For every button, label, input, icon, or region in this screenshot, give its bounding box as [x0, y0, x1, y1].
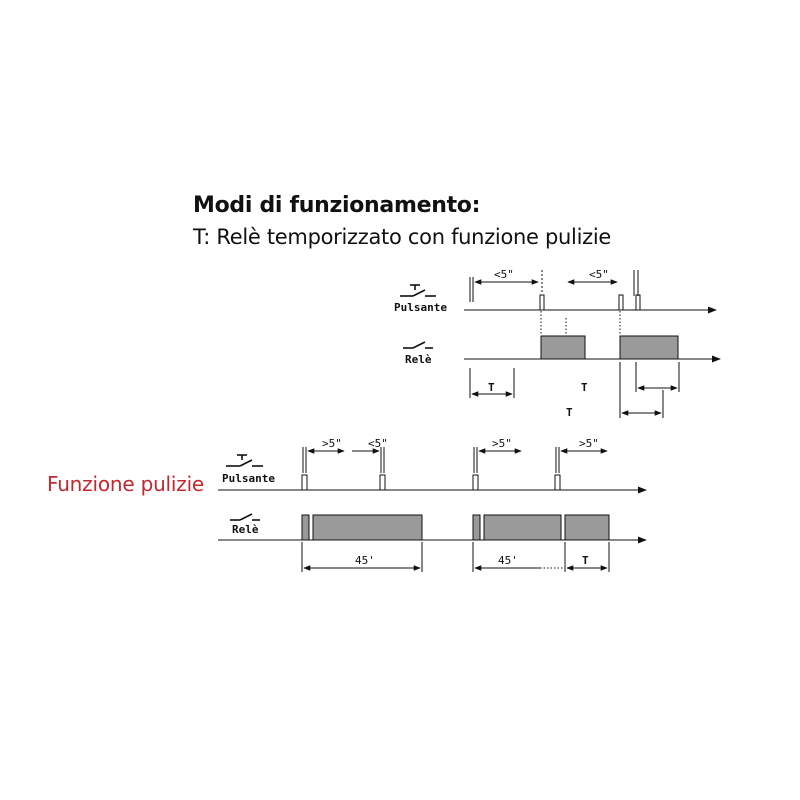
bottom-dim-45-b: 45' — [498, 554, 518, 567]
bottom-rele-label: Relè — [232, 523, 259, 536]
bottom-pulsante-label: Pulsante — [222, 472, 275, 485]
relay-on-block — [620, 336, 678, 359]
relay-on-block — [484, 515, 561, 540]
pushbutton-symbol-icon — [226, 455, 263, 466]
bottom-dim-gt5-c: >5" — [579, 437, 599, 450]
button-pulse — [380, 475, 385, 490]
relay-on-block — [313, 515, 422, 540]
top-dim-t3: T — [566, 406, 573, 419]
relay-contact-symbol-icon — [230, 514, 260, 520]
top-pulsante-label: Pulsante — [394, 301, 447, 314]
relay-on-block — [565, 515, 609, 540]
button-pulse — [540, 295, 544, 310]
button-pulse — [619, 295, 623, 310]
page-subtitle: T: Relè temporizzato con funzione pulizie — [193, 225, 611, 249]
page-title: Modi di funzionamento: — [193, 193, 481, 218]
side-label-funzione-pulizie: Funzione pulizie — [47, 472, 205, 496]
relay-contact-symbol-icon — [403, 342, 433, 348]
top-dim-t2: T — [581, 381, 588, 394]
button-pulse — [473, 475, 478, 490]
relay-on-block — [302, 515, 309, 540]
top-dim-lt5-a: <5" — [494, 268, 514, 281]
bottom-dim-gt5-a: >5" — [322, 437, 342, 450]
bottom-dim-lt5: <5" — [368, 437, 388, 450]
bottom-dim-45-a: 45' — [355, 554, 375, 567]
bottom-dim-t: T — [582, 554, 589, 567]
top-dim-t1: T — [488, 381, 495, 394]
button-pulse — [555, 475, 560, 490]
relay-on-block — [541, 336, 585, 359]
bottom-dim-gt5-b: >5" — [492, 437, 512, 450]
top-timing-diagram — [400, 270, 720, 418]
button-pulse — [302, 475, 307, 490]
pushbutton-symbol-icon — [400, 285, 436, 296]
relay-on-block — [473, 515, 480, 540]
top-rele-label: Relè — [405, 353, 432, 366]
top-dim-lt5-b: <5" — [589, 268, 609, 281]
button-pulse — [636, 295, 640, 310]
